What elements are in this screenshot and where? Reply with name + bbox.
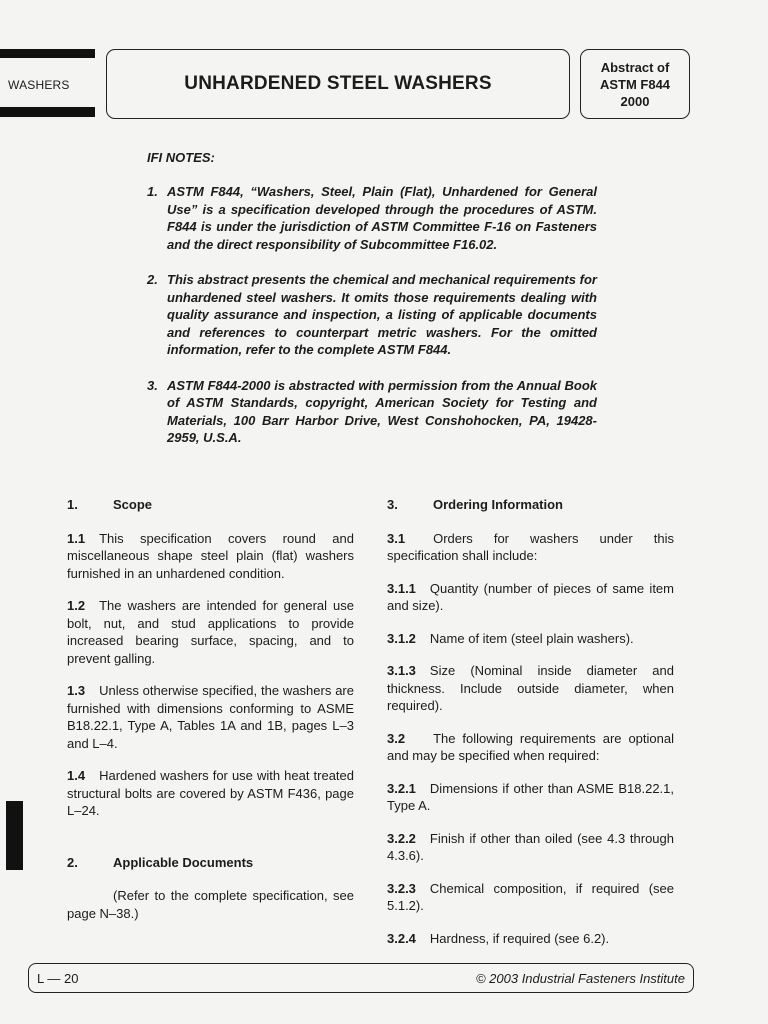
paragraph-3-1-3 [387, 662, 674, 715]
ifi-note [147, 271, 597, 359]
paragraph-1-4 [67, 767, 354, 820]
paragraph-number: 3.2.4 [387, 930, 416, 946]
page-title [106, 49, 570, 119]
ifi-notes-heading: IFI NOTES: [147, 150, 215, 165]
paragraph-number: 1.3 [67, 683, 86, 698]
section-heading-ordering-information [387, 496, 674, 514]
paragraph-text: Finish if other than oiled (see 4.3 through 4.3.6). [387, 830, 674, 863]
ifi-note [147, 183, 597, 253]
paragraph-number: 3.1.3 [387, 663, 416, 678]
section-title: Applicable Documents [113, 854, 254, 870]
left-column [67, 496, 354, 937]
paragraph-text: This specification covers round and miscellaneous shape steel plain (flat) washers furnished in an unhardened condition. [67, 530, 354, 581]
paragraph-number: 3.1 [387, 530, 406, 546]
paragraph-number: 3.2.3 [387, 880, 416, 896]
paragraph-1-1 [67, 530, 354, 583]
page-title-text: UNHARDENED STEEL WASHERS [184, 73, 492, 94]
section-title: Ordering Information [433, 497, 563, 512]
paragraph-2: (Refer to the complete specification, see page N–38.) [67, 888, 354, 921]
paragraph-text: The washers are intended for general use bolt, nut, and stud applications to provide increased bearing surface, spacing, and to prevent galling. [67, 598, 354, 666]
top-bar [0, 49, 95, 58]
page-number: L — 20 [37, 970, 79, 986]
bottom-bar [0, 107, 95, 117]
paragraph-3-2-4 [387, 930, 674, 948]
ifi-note [147, 377, 597, 447]
section-label: WASHERS [8, 78, 70, 92]
right-column [387, 496, 674, 962]
paragraph-3-1-1 [387, 580, 674, 615]
paragraph-text: Orders for washers under this specification shall include: [387, 530, 674, 563]
paragraph-3-2-3 [387, 880, 674, 915]
section-tab-marker [6, 801, 23, 870]
paragraph-text: The following requirements are optional and may be specified when required: [387, 730, 674, 763]
paragraph-1-2 [67, 597, 354, 667]
section-number: 2. [67, 854, 78, 870]
paragraph-number: 1.2 [67, 598, 86, 613]
paragraph-number: 1.4 [67, 768, 86, 783]
paragraph-text: Hardened washers for use with heat treated structural bolts are covered by ASTM F436, page L–24. [67, 768, 354, 818]
abstract-badge [580, 49, 690, 119]
note-number: 3. [147, 377, 158, 393]
section-number: 1. [67, 497, 78, 512]
paragraph-3-2-1 [387, 780, 674, 815]
section-title: Scope [113, 497, 153, 512]
note-text: ASTM F844, “Washers, Steel, Plain (Flat), Unhardened for General Use” is a specification developed through the procedures of ASTM. F844 is under the jurisdiction of ASTM Committee F-16 on Fasteners and the direct responsibility of Subcommittee F16.02. [167, 184, 597, 252]
paragraph-text: Hardness, if required (see 6.2). [429, 930, 610, 946]
paragraph-3-1 [387, 530, 674, 565]
paragraph-number: 3.1.2 [387, 630, 416, 646]
paragraph-text: Unless otherwise specified, the washers are furnished with dimensions conforming to ASME B18.22.1, Type A, Tables 1A and 1B, pages L–3 and L–4. [67, 683, 354, 751]
ifi-notes [147, 150, 597, 465]
paragraph-text: Size (Nominal inside diameter and thickness. Include outside diameter, when required). [387, 663, 674, 713]
note-text: ASTM F844-2000 is abstracted with permission from the Annual Book of ASTM Standards, copyright, American Society for Testing and Materials, 100 Barr Harbor Drive, West Conshohocken, PA, 19428-2959, U.S.A. [167, 377, 597, 445]
abstract-line-3: 2000 [620, 93, 650, 109]
note-number: 1. [147, 184, 158, 199]
note-number: 2. [147, 272, 158, 287]
paragraph-text: Chemical composition, if required (see 5.1.2). [387, 880, 674, 913]
section-heading-scope [67, 496, 354, 514]
abstract-line-1: Abstract of [600, 59, 670, 75]
abstract-line-2: ASTM F844 [599, 76, 671, 92]
paragraph-1-3 [67, 682, 354, 752]
paragraph-number: 3.1.1 [387, 580, 416, 596]
paragraph-3-2 [387, 730, 674, 765]
paragraph-text: Name of item (steel plain washers). [429, 630, 634, 646]
page-footer [28, 963, 694, 993]
note-text: This abstract presents the chemical and mechanical requirements for unhardened steel washers. It omits those requirements dealing with quality assurance and inspection, a listing of applicable documents and references to counterpart metric washers. For the omitted information, refer to the complete ASTM F844. [167, 272, 597, 357]
section-heading-applicable-documents [67, 854, 354, 872]
paragraph-text: Dimensions if other than ASME B18.22.1, Type A. [387, 780, 674, 813]
paragraph-number: 3.2.2 [387, 830, 416, 846]
paragraph-3-1-2 [387, 630, 674, 648]
paragraph-3-2-2 [387, 830, 674, 865]
section-number: 3. [387, 497, 398, 512]
paragraph-number: 3.2 [387, 730, 406, 746]
paragraph-number: 1.1 [67, 530, 86, 546]
paragraph-text: Quantity (number of pieces of same item and size). [387, 580, 674, 613]
paragraph-number: 3.2.1 [387, 780, 416, 796]
copyright-notice: © 2003 Industrial Fasteners Institute [475, 970, 685, 986]
